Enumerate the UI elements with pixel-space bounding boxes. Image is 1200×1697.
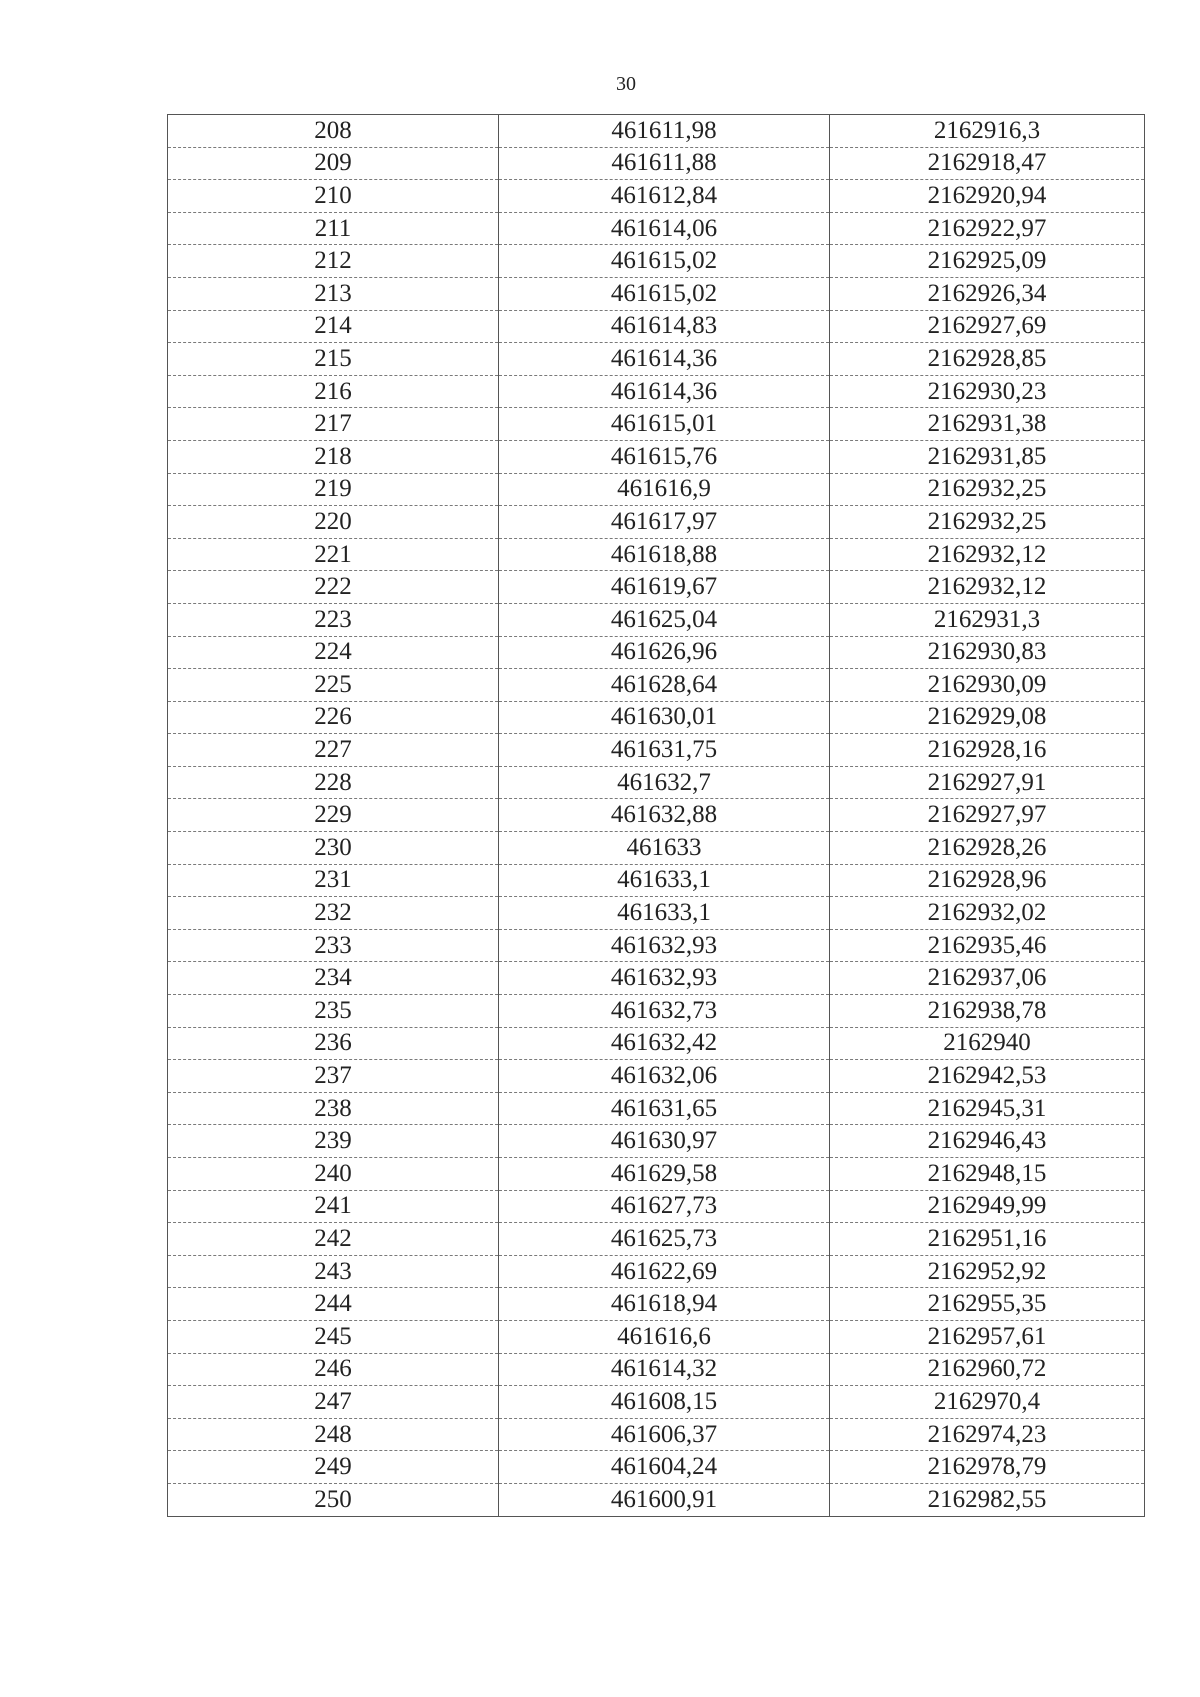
- y-coordinate-cell: 2162942,53: [830, 1060, 1145, 1093]
- x-coordinate-cell: 461617,97: [499, 506, 830, 539]
- x-coordinate-cell: 461611,88: [499, 147, 830, 180]
- y-coordinate-cell: 2162927,91: [830, 766, 1145, 799]
- y-coordinate-cell: 2162927,69: [830, 310, 1145, 343]
- x-coordinate-cell: 461615,02: [499, 277, 830, 310]
- y-coordinate-cell: 2162932,25: [830, 506, 1145, 539]
- y-coordinate-cell: 2162937,06: [830, 962, 1145, 995]
- y-coordinate-cell: 2162935,46: [830, 929, 1145, 962]
- table-row: [168, 962, 1145, 995]
- table-row: [168, 1255, 1145, 1288]
- x-coordinate-cell: 461611,98: [499, 115, 830, 148]
- x-coordinate-cell: 461632,73: [499, 995, 830, 1028]
- y-coordinate-cell: 2162930,83: [830, 636, 1145, 669]
- point-number-cell: 250: [168, 1483, 499, 1516]
- point-number-cell: 216: [168, 375, 499, 408]
- x-coordinate-cell: 461631,65: [499, 1092, 830, 1125]
- y-coordinate-cell: 2162949,99: [830, 1190, 1145, 1223]
- y-coordinate-cell: 2162929,08: [830, 701, 1145, 734]
- x-coordinate-cell: 461614,06: [499, 212, 830, 245]
- table-row: [168, 473, 1145, 506]
- x-coordinate-cell: 461627,73: [499, 1190, 830, 1223]
- coordinates-table: [167, 114, 1145, 1517]
- point-number-cell: 212: [168, 245, 499, 278]
- point-number-cell: 247: [168, 1386, 499, 1419]
- point-number-cell: 232: [168, 897, 499, 930]
- y-coordinate-cell: 2162918,47: [830, 147, 1145, 180]
- table-row: [168, 506, 1145, 539]
- table-row: [168, 147, 1145, 180]
- y-coordinate-cell: 2162970,4: [830, 1386, 1145, 1419]
- table-row: [168, 1092, 1145, 1125]
- x-coordinate-cell: 461618,94: [499, 1288, 830, 1321]
- x-coordinate-cell: 461632,93: [499, 929, 830, 962]
- table-row: [168, 864, 1145, 897]
- y-coordinate-cell: 2162945,31: [830, 1092, 1145, 1125]
- table-row: [168, 734, 1145, 767]
- table-row: [168, 1190, 1145, 1223]
- point-number-cell: 208: [168, 115, 499, 148]
- point-number-cell: 228: [168, 766, 499, 799]
- point-number-cell: 245: [168, 1320, 499, 1353]
- table-row: [168, 799, 1145, 832]
- x-coordinate-cell: 461632,93: [499, 962, 830, 995]
- table-row: [168, 1483, 1145, 1516]
- y-coordinate-cell: 2162974,23: [830, 1418, 1145, 1451]
- point-number-cell: 214: [168, 310, 499, 343]
- y-coordinate-cell: 2162930,09: [830, 669, 1145, 702]
- y-coordinate-cell: 2162928,96: [830, 864, 1145, 897]
- table-row: [168, 1158, 1145, 1191]
- point-number-cell: 237: [168, 1060, 499, 1093]
- y-coordinate-cell: 2162932,12: [830, 538, 1145, 571]
- y-coordinate-cell: 2162932,25: [830, 473, 1145, 506]
- point-number-cell: 218: [168, 440, 499, 473]
- x-coordinate-cell: 461615,02: [499, 245, 830, 278]
- coordinates-table-body: [168, 115, 1145, 1517]
- y-coordinate-cell: 2162920,94: [830, 180, 1145, 213]
- y-coordinate-cell: 2162928,16: [830, 734, 1145, 767]
- table-row: [168, 636, 1145, 669]
- table-row: [168, 897, 1145, 930]
- table-row: [168, 1060, 1145, 1093]
- x-coordinate-cell: 461625,04: [499, 603, 830, 636]
- table-row: [168, 1125, 1145, 1158]
- x-coordinate-cell: 461618,88: [499, 538, 830, 571]
- table-row: [168, 701, 1145, 734]
- point-number-cell: 242: [168, 1223, 499, 1256]
- table-row: [168, 343, 1145, 376]
- y-coordinate-cell: 2162940: [830, 1027, 1145, 1060]
- table-row: [168, 440, 1145, 473]
- y-coordinate-cell: 2162931,3: [830, 603, 1145, 636]
- x-coordinate-cell: 461633: [499, 832, 830, 865]
- y-coordinate-cell: 2162931,38: [830, 408, 1145, 441]
- y-coordinate-cell: 2162928,85: [830, 343, 1145, 376]
- y-coordinate-cell: 2162982,55: [830, 1483, 1145, 1516]
- point-number-cell: 222: [168, 571, 499, 604]
- point-number-cell: 248: [168, 1418, 499, 1451]
- x-coordinate-cell: 461622,69: [499, 1255, 830, 1288]
- x-coordinate-cell: 461616,6: [499, 1320, 830, 1353]
- point-number-cell: 221: [168, 538, 499, 571]
- y-coordinate-cell: 2162938,78: [830, 995, 1145, 1028]
- point-number-cell: 210: [168, 180, 499, 213]
- table-row: [168, 115, 1145, 148]
- x-coordinate-cell: 461626,96: [499, 636, 830, 669]
- table-row: [168, 603, 1145, 636]
- x-coordinate-cell: 461619,67: [499, 571, 830, 604]
- x-coordinate-cell: 461604,24: [499, 1451, 830, 1484]
- y-coordinate-cell: 2162916,3: [830, 115, 1145, 148]
- table-row: [168, 375, 1145, 408]
- x-coordinate-cell: 461614,36: [499, 343, 830, 376]
- point-number-cell: 217: [168, 408, 499, 441]
- table-row: [168, 766, 1145, 799]
- table-row: [168, 212, 1145, 245]
- y-coordinate-cell: 2162926,34: [830, 277, 1145, 310]
- point-number-cell: 231: [168, 864, 499, 897]
- x-coordinate-cell: 461615,76: [499, 440, 830, 473]
- point-number-cell: 240: [168, 1158, 499, 1191]
- point-number-cell: 226: [168, 701, 499, 734]
- table-row: [168, 1223, 1145, 1256]
- y-coordinate-cell: 2162932,02: [830, 897, 1145, 930]
- y-coordinate-cell: 2162955,35: [830, 1288, 1145, 1321]
- point-number-cell: 236: [168, 1027, 499, 1060]
- x-coordinate-cell: 461616,9: [499, 473, 830, 506]
- x-coordinate-cell: 461629,58: [499, 1158, 830, 1191]
- table-row: [168, 1353, 1145, 1386]
- point-number-cell: 241: [168, 1190, 499, 1223]
- table-row: [168, 1386, 1145, 1419]
- table-row: [168, 408, 1145, 441]
- x-coordinate-cell: 461632,88: [499, 799, 830, 832]
- y-coordinate-cell: 2162925,09: [830, 245, 1145, 278]
- x-coordinate-cell: 461632,7: [499, 766, 830, 799]
- y-coordinate-cell: 2162952,92: [830, 1255, 1145, 1288]
- point-number-cell: 223: [168, 603, 499, 636]
- x-coordinate-cell: 461632,06: [499, 1060, 830, 1093]
- x-coordinate-cell: 461615,01: [499, 408, 830, 441]
- point-number-cell: 235: [168, 995, 499, 1028]
- point-number-cell: 219: [168, 473, 499, 506]
- point-number-cell: 224: [168, 636, 499, 669]
- x-coordinate-cell: 461606,37: [499, 1418, 830, 1451]
- x-coordinate-cell: 461633,1: [499, 864, 830, 897]
- table-row: [168, 1320, 1145, 1353]
- table-row: [168, 669, 1145, 702]
- point-number-cell: 246: [168, 1353, 499, 1386]
- y-coordinate-cell: 2162957,61: [830, 1320, 1145, 1353]
- page-number: 30: [616, 73, 636, 95]
- x-coordinate-cell: 461612,84: [499, 180, 830, 213]
- table-row: [168, 310, 1145, 343]
- table-row: [168, 538, 1145, 571]
- x-coordinate-cell: 461630,01: [499, 701, 830, 734]
- x-coordinate-cell: 461614,32: [499, 1353, 830, 1386]
- point-number-cell: 239: [168, 1125, 499, 1158]
- y-coordinate-cell: 2162951,16: [830, 1223, 1145, 1256]
- y-coordinate-cell: 2162930,23: [830, 375, 1145, 408]
- x-coordinate-cell: 461631,75: [499, 734, 830, 767]
- y-coordinate-cell: 2162922,97: [830, 212, 1145, 245]
- x-coordinate-cell: 461633,1: [499, 897, 830, 930]
- point-number-cell: 249: [168, 1451, 499, 1484]
- table-row: [168, 245, 1145, 278]
- table-row: [168, 571, 1145, 604]
- table-row: [168, 1288, 1145, 1321]
- point-number-cell: 227: [168, 734, 499, 767]
- x-coordinate-cell: 461614,36: [499, 375, 830, 408]
- x-coordinate-cell: 461614,83: [499, 310, 830, 343]
- x-coordinate-cell: 461630,97: [499, 1125, 830, 1158]
- x-coordinate-cell: 461628,64: [499, 669, 830, 702]
- y-coordinate-cell: 2162931,85: [830, 440, 1145, 473]
- table-row: [168, 1418, 1145, 1451]
- y-coordinate-cell: 2162960,72: [830, 1353, 1145, 1386]
- y-coordinate-cell: 2162932,12: [830, 571, 1145, 604]
- table-row: [168, 277, 1145, 310]
- y-coordinate-cell: 2162928,26: [830, 832, 1145, 865]
- point-number-cell: 211: [168, 212, 499, 245]
- point-number-cell: 229: [168, 799, 499, 832]
- point-number-cell: 209: [168, 147, 499, 180]
- point-number-cell: 234: [168, 962, 499, 995]
- table-row: [168, 1451, 1145, 1484]
- point-number-cell: 220: [168, 506, 499, 539]
- point-number-cell: 238: [168, 1092, 499, 1125]
- table-row: [168, 1027, 1145, 1060]
- x-coordinate-cell: 461600,91: [499, 1483, 830, 1516]
- point-number-cell: 233: [168, 929, 499, 962]
- y-coordinate-cell: 2162946,43: [830, 1125, 1145, 1158]
- point-number-cell: 230: [168, 832, 499, 865]
- point-number-cell: 243: [168, 1255, 499, 1288]
- table-row: [168, 180, 1145, 213]
- table-row: [168, 995, 1145, 1028]
- y-coordinate-cell: 2162978,79: [830, 1451, 1145, 1484]
- x-coordinate-cell: 461608,15: [499, 1386, 830, 1419]
- table-row: [168, 929, 1145, 962]
- point-number-cell: 213: [168, 277, 499, 310]
- point-number-cell: 244: [168, 1288, 499, 1321]
- x-coordinate-cell: 461625,73: [499, 1223, 830, 1256]
- y-coordinate-cell: 2162927,97: [830, 799, 1145, 832]
- point-number-cell: 225: [168, 669, 499, 702]
- table-row: [168, 832, 1145, 865]
- point-number-cell: 215: [168, 343, 499, 376]
- x-coordinate-cell: 461632,42: [499, 1027, 830, 1060]
- y-coordinate-cell: 2162948,15: [830, 1158, 1145, 1191]
